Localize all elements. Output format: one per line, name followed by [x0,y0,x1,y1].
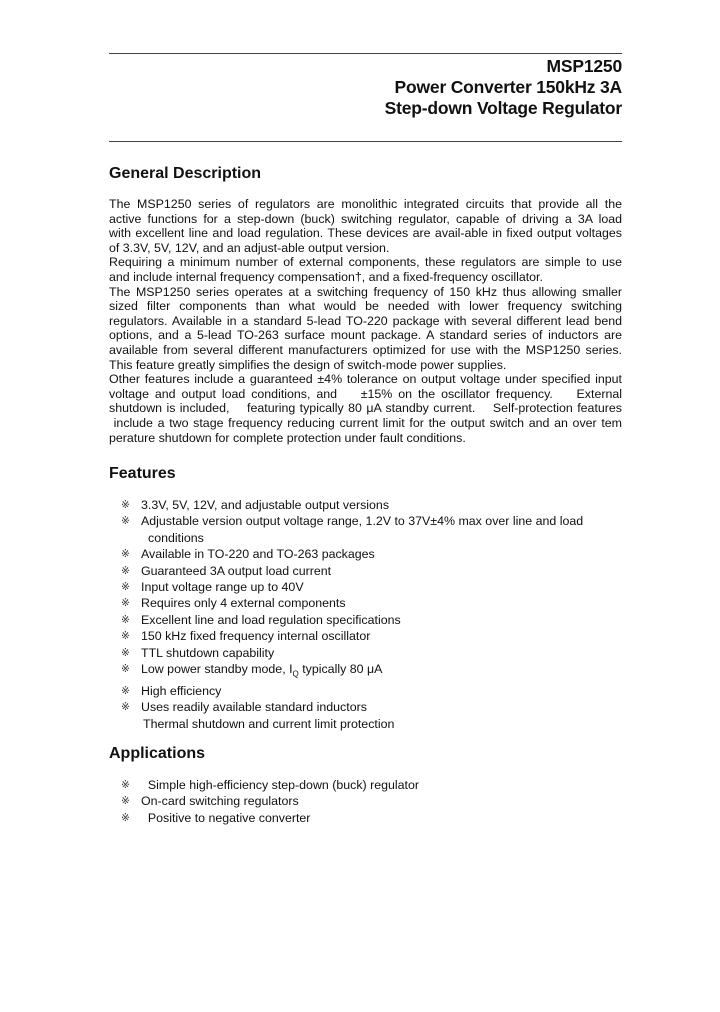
description-line: with excellent line and load regulation. These devices are avail-able in fixed output voltages [109,226,622,241]
reference-mark-bullet-icon: ※ [121,684,130,697]
application-item: ※ On-card switching regulators [121,794,299,809]
general-description-heading: General Description [109,165,262,182]
description-line: available from several different manufacturers optimized for use with the MSP1250 series. [109,342,622,357]
document-title-block [385,56,622,119]
description-line: voltage and output load conditions, and ±15% on the oscillator frequency. External [109,386,622,401]
header-bottom-rule [109,141,622,142]
feature-item: ※ 150 kHz fixed frequency internal oscillator [121,629,371,644]
product-subtitle-line-2: Step-down Voltage Regulator [384,98,622,118]
reference-mark-bullet-icon: ※ [121,499,130,511]
reference-mark-bullet-icon: ※ [121,613,130,626]
feature-item: ※ Uses readily available standard inductors [121,700,367,715]
reference-mark-bullet-icon: ※ [121,701,130,714]
feature-item: ※ Guaranteed 3A output load current [121,563,332,578]
header-top-rule [109,53,622,54]
reference-mark-bullet-icon: ※ [121,581,130,594]
feature-item: ※ Input voltage range up to 40V [121,580,304,595]
product-subtitle-line-1: Power Converter 150kHz 3A [394,77,622,97]
feature-item: ※ TTL shutdown capability [121,645,275,660]
description-line: The MSP1250 series of regulators are monolithic integrated circuits that provide all the [109,197,622,211]
general-description-body [109,197,622,445]
reference-mark-bullet-icon: ※ [121,811,130,824]
subscript-q: Q [292,669,299,679]
description-line: options, and a 5-lead TO-263 surface mount package. A standard series of inductors are [109,328,622,343]
reference-mark-bullet-icon: ※ [121,646,130,659]
feature-item: ※ 3.3V, 5V, 12V, and adjustable output versions [121,498,390,512]
reference-mark-bullet-icon: ※ [121,597,130,610]
part-number-title: MSP1250 [546,56,622,76]
description-line: The MSP1250 series operates at a switching frequency of 150 kHz thus allowing smaller [109,284,622,299]
feature-item: ※ Excellent line and load regulation specifications [121,612,401,627]
reference-mark-bullet-icon: ※ [121,630,130,643]
reference-mark-bullet-icon: ※ [121,515,130,528]
feature-item: ※ Low power standby mode, $I_Q$ typically 80 μA [121,661,621,683]
feature-item-continuation: conditions [148,530,204,545]
feature-item: ※ Requires only 4 external components [121,596,346,611]
feature-item: ※ Available in TO-220 and TO-263 packages [121,547,375,562]
reference-mark-bullet-icon: ※ [121,663,130,676]
description-line: Requiring a minimum number of external components, these regulators are simple to use [109,255,622,270]
description-line: perature shutdown for complete protection under fault conditions. [109,430,466,445]
feature-item: ※ High efficiency [121,683,222,698]
features-heading: Features [109,465,176,482]
description-line: include a two stage frequency reducing current limit for the output switch and an over tem [109,415,622,430]
application-item: ※ Simple high-efficiency step-down (buck) regulator [121,778,420,792]
reference-mark-bullet-icon: ※ [121,564,130,577]
reference-mark-bullet-icon: ※ [121,779,130,791]
description-line: shutdown is included, featuring typically 80 μA standby current. Self-protection features [109,401,622,416]
description-line: Other features include a guaranteed ±4% tolerance on output voltage under specified input [109,372,622,387]
description-line: active functions for a step-down (buck) switching regulator, capable of driving a 3A load [109,211,622,226]
description-line: and include internal frequency compensation†, and a fixed-frequency oscillator. [109,269,543,284]
application-item: ※ Positive to negative converter [121,810,311,825]
feature-item: Thermal shutdown and current limit protection [143,716,395,731]
applications-list [121,777,621,826]
description-line: of 3.3V, 5V, 12V, and an adjust-able output version. [109,240,390,255]
description-line: This feature greatly simplifies the design of switch-mode power supplies. [109,357,507,372]
reference-mark-bullet-icon: ※ [121,795,130,808]
description-line: regulators. Available in a standard 5-lead TO-220 package with several different lead bend [109,313,622,328]
description-line: sized filter components than what would be needed with lower frequency switching [109,299,622,314]
applications-heading: Applications [109,745,206,762]
reference-mark-bullet-icon: ※ [121,548,130,561]
feature-item: ※ Adjustable version output voltage range, 1.2V to 37V±4% max over line and load [121,514,584,529]
features-list [121,497,621,732]
